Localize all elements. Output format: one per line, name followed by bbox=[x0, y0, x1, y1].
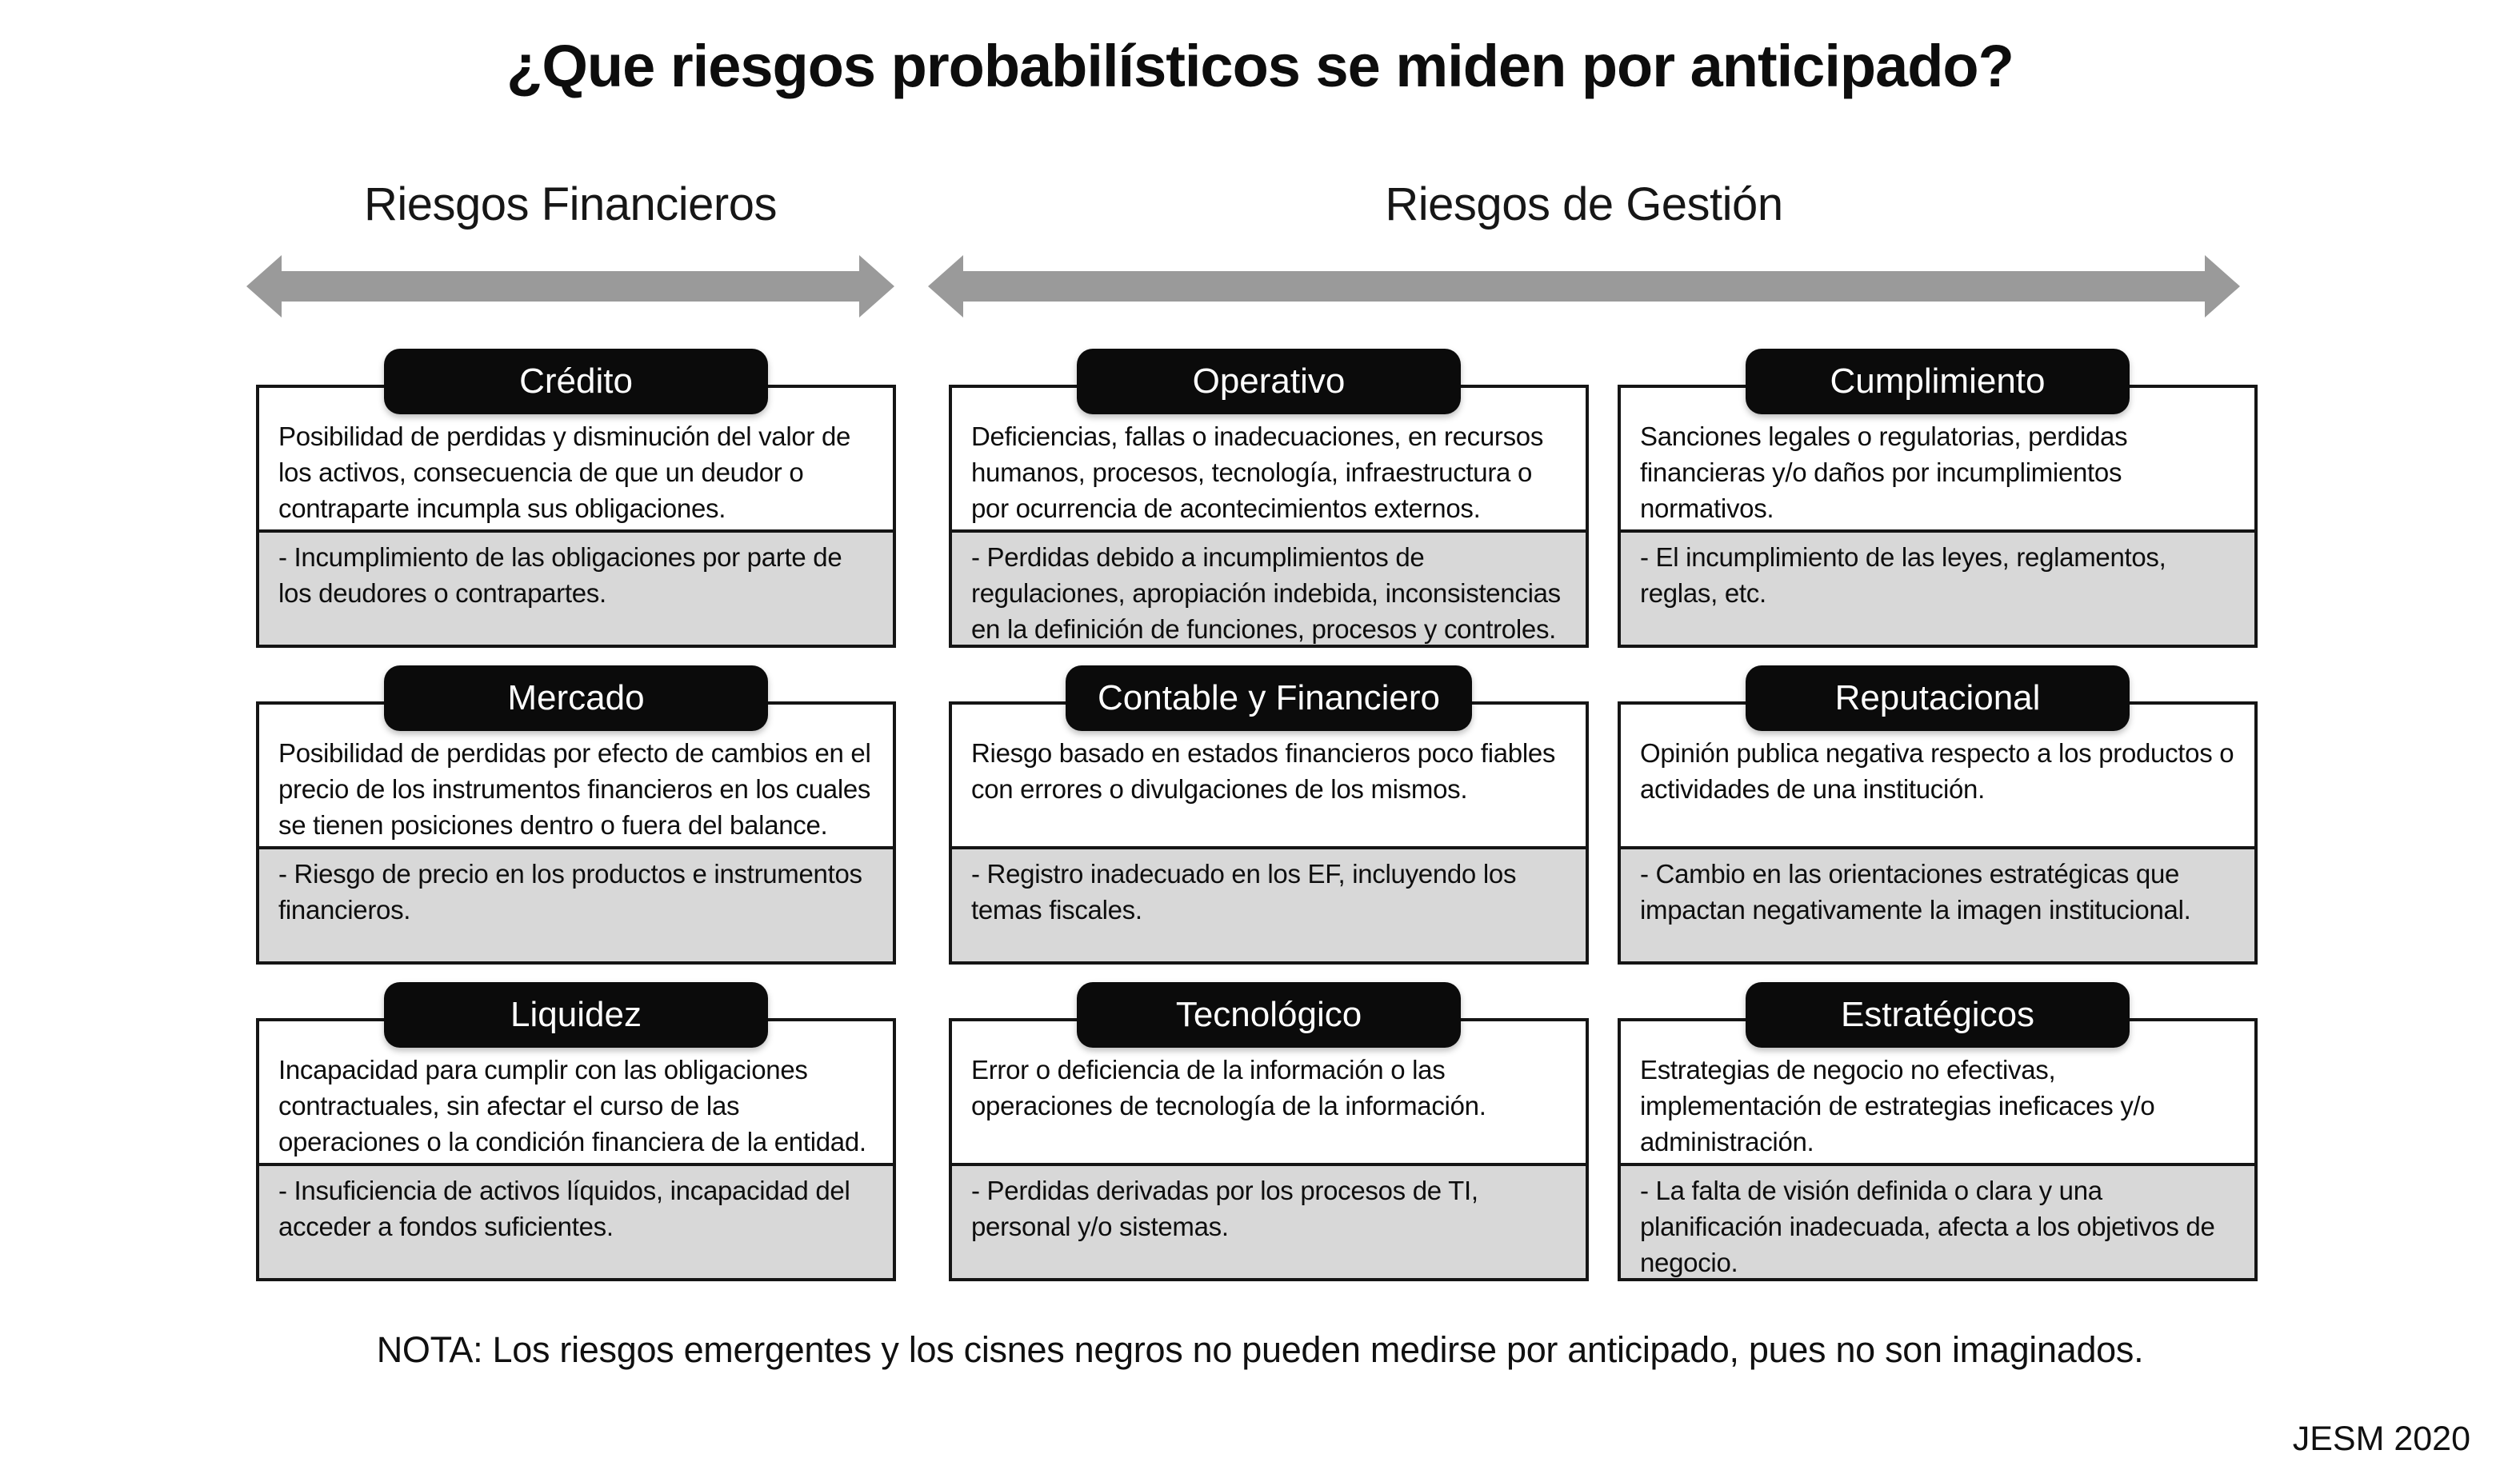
card-example: - Riesgo de precio en los productos e instrumentos financieros. bbox=[259, 849, 893, 961]
card-header-pill bbox=[1077, 349, 1461, 414]
card-example: - Registro inadecuado en los EF, incluyendo los temas fiscales. bbox=[952, 849, 1586, 961]
card-header-pill bbox=[1077, 982, 1461, 1048]
card-body bbox=[949, 701, 1589, 965]
footnote: NOTA: Los riesgos emergentes y los cisnes negros no pueden medirse por anticipado, pues no son imaginados. bbox=[376, 1329, 2144, 1370]
card-body bbox=[1618, 1018, 2258, 1281]
risk-card-contable-y-financiero bbox=[949, 665, 1589, 965]
card-example: - Perdidas debido a incumplimientos de regulaciones, apropiación indebida, inconsistencias en la definición de funciones, procesos y controles. bbox=[952, 533, 1586, 645]
card-body bbox=[256, 385, 896, 648]
risk-card-liquidez bbox=[256, 982, 896, 1281]
card-example: - Incumplimiento de las obligaciones por parte de los deudores o contrapartes. bbox=[259, 533, 893, 645]
card-header-label: Mercado bbox=[507, 678, 645, 717]
card-header-pill bbox=[384, 982, 768, 1048]
risk-card-tecnologico bbox=[949, 982, 1589, 1281]
risk-card-mercado bbox=[256, 665, 896, 965]
card-example: - Cambio en las orientaciones estratégicas que impactan negativamente la imagen institucional. bbox=[1621, 849, 2254, 961]
risk-card-operativo bbox=[949, 349, 1589, 648]
card-header-pill bbox=[1746, 665, 2130, 731]
card-header-pill bbox=[1746, 982, 2130, 1048]
card-definition: Opinión publica negativa respecto a los productos o actividades de una institución. bbox=[1621, 705, 2254, 849]
card-header-label: Estratégicos bbox=[1840, 995, 2035, 1034]
card-example: - Perdidas derivadas por los procesos de TI, personal y/o sistemas. bbox=[952, 1166, 1586, 1278]
card-definition: Sanciones legales o regulatorias, perdidas financieras y/o daños por incumplimientos normativos. bbox=[1621, 388, 2254, 533]
card-definition: Posibilidad de perdidas y disminución del valor de los activos, consecuencia de que un deudor o contraparte incumpla sus obligaciones. bbox=[259, 388, 893, 533]
card-example: - La falta de visión definida o clara y una planificación inadecuada, afecta a los objetivos de negocio. bbox=[1621, 1166, 2254, 1278]
risk-card-credito bbox=[256, 349, 896, 648]
card-header-label: Cumplimiento bbox=[1830, 362, 2046, 401]
card-body bbox=[949, 385, 1589, 648]
card-header-label: Tecnológico bbox=[1175, 995, 1362, 1034]
author-credit: JESM 2020 bbox=[2292, 1420, 2470, 1458]
card-definition: Deficiencias, fallas o inadecuaciones, en recursos humanos, procesos, tecnología, infraestructura o por ocurrencia de acontecimientos externos. bbox=[952, 388, 1586, 533]
card-header-label: Reputacional bbox=[1834, 678, 2041, 717]
group-label-riesgos-de-gestion: Riesgos de Gestión bbox=[1385, 178, 1783, 230]
card-body bbox=[256, 701, 896, 965]
card-header-label: Crédito bbox=[519, 362, 633, 401]
slide-title: ¿Que riesgos probabilísticos se miden por anticipado? bbox=[506, 33, 2014, 99]
card-body bbox=[256, 1018, 896, 1281]
double-arrow-gestion-icon bbox=[928, 255, 2240, 318]
card-definition: Riesgo basado en estados financieros poco fiables con errores o divulgaciones de los mismos. bbox=[952, 705, 1586, 849]
group-label-riesgos-financieros: Riesgos Financieros bbox=[364, 178, 777, 230]
card-body bbox=[949, 1018, 1589, 1281]
card-header-label: Operativo bbox=[1192, 362, 1346, 401]
card-header-pill bbox=[384, 665, 768, 731]
card-header-pill bbox=[1066, 665, 1472, 731]
double-arrow-financieros-icon bbox=[246, 255, 894, 318]
risk-card-reputacional bbox=[1618, 665, 2258, 965]
card-header-pill bbox=[384, 349, 768, 414]
card-definition: Estrategias de negocio no efectivas, implementación de estrategias ineficaces y/o administración. bbox=[1621, 1021, 2254, 1166]
risk-card-estrategicos bbox=[1618, 982, 2258, 1281]
card-definition: Incapacidad para cumplir con las obligaciones contractuales, sin afectar el curso de las operaciones o la condición financiera de la entidad. bbox=[259, 1021, 893, 1166]
card-example: - Insuficiencia de activos líquidos, incapacidad del acceder a fondos suficientes. bbox=[259, 1166, 893, 1278]
card-header-label: Contable y Financiero bbox=[1097, 678, 1440, 717]
card-definition: Error o deficiencia de la información o las operaciones de tecnología de la información. bbox=[952, 1021, 1586, 1166]
card-body bbox=[1618, 701, 2258, 965]
card-definition: Posibilidad de perdidas por efecto de cambios en el precio de los instrumentos financieros en los cuales se tienen posiciones dentro o fuera del balance. bbox=[259, 705, 893, 849]
card-example: - El incumplimiento de las leyes, reglamentos, reglas, etc. bbox=[1621, 533, 2254, 645]
card-body bbox=[1618, 385, 2258, 648]
card-header-label: Liquidez bbox=[510, 995, 642, 1034]
risk-card-cumplimiento bbox=[1618, 349, 2258, 648]
card-header-pill bbox=[1746, 349, 2130, 414]
